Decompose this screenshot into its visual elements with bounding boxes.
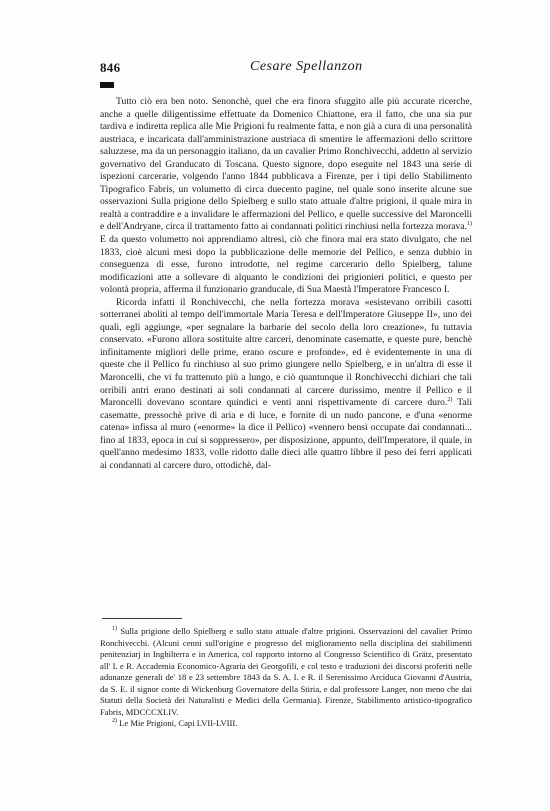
paragraph-text: E da questo volumetto noi apprendiamo altresì, ciò che finora mai era stato divulgato, che nel 1833, cioè alcuni mesi dopo la pubblicazione delle memorie del Pellico, e senza dubbio in conseguenza di esse, furono introdotte, nel regime carcerario dello Spielberg, talune modificazioni atte a sollevare di alquanto le condizioni dei prigionieri politici, e questo per volontà propria, afferma il funzionario granducale, di Sua Maestà l'Imperatore Francesco I. (100, 234, 472, 296)
footnote-ref: 2) (447, 396, 453, 403)
paragraph (100, 96, 472, 297)
footnote-text: Sulla prigione dello Spielberg e sullo stato attuale d'altre prigioni. Osservazioni del cavalier Primo Ronchivecchi. (Alcuni cenni sull'origine e progresso del miglioramento nella disciplina dei stabilimenti penitenziarj in Inghilterra e in America, col rapporto intorno al Congresso Scientifico di Grätz, presentato all' I. e R. Accademia Economico-Agraria dei Georgofili, e col testo e traduzioni dei discorsi proferiti nelle adunanze generali de' 18 e 23 settembre 1843 da S. A. I. e R. il Serenissimo Arciduca Giovanni d'Austria, da S. E. il signor conte di Wickenburg Governatore della Stiria, e dal professore Langer, non meno che dai Statuti della Società dei Naturalisti e Medici della Germania). Firenze, Stabilimento artistico-tipografico Fabris, MDCCCXLIV. (100, 626, 472, 717)
footnote (100, 718, 472, 730)
footnote-marker: 1) (112, 626, 117, 633)
body-text (100, 96, 472, 472)
footnote-ref: 1) (467, 221, 472, 228)
page-number: 846 (100, 60, 121, 75)
paragraph (100, 297, 472, 473)
footnote-text: Le Mie Prigioni, Capi LVII-LVIII. (119, 718, 238, 729)
footnotes (100, 626, 472, 730)
ink-mark (100, 82, 114, 88)
footnote-marker: 2) (112, 718, 117, 725)
running-title: Cesare Spellanzon (250, 59, 363, 74)
paragraph-text: Tutto ciò era ben noto. Senonchè, quel che era finora sfuggito alle più accurate ricerche, anche a quelle diligentissime effettuate da Domenico Chiattone, era il fatto, che una sia pur tardiva e indiretta replica alle Mie Prigioni fu realmente fatta, e non già a cura di una personalità austriaca, e incaricata dall'amministrazione austriaca di smentire le affermazioni dello scrittore saluzzese, ma da un personaggio italiano, da un cavalier Primo Ronchivecchi, addetto al servizio governativo del Granducato di Toscana. Questo signore, dopo eseguite nel 1843 una serie di ispezioni carcerarie, volgendo l'anno 1844 pubblicava a Firenze, per i tipi dello Stabilimento Tipografico Fabris, un volumetto di circa duecento pagine, nel quale sono inserite alcune sue osservazioni Sulla prigione dello Spielberg e sullo stato attuale d'altre prigioni, il quale mira in realtà a contraddire e a invalidare le affermazioni del Pellico, e quelle successive del Maroncelli e dell'Andryane, circa il trattamento fatto ai condannati politici rinchiusi nella fortezza morava. (100, 96, 472, 233)
paragraph-text: Tali casematte, pressochè prive di aria e di luce, e fornite di un nudo pancone, e d'una «enorme catena» infissa al muro («enorme» la dice il Pellico) «vennero bensì occupate dai condannati... fino al 1833, epoca in cui si soppressero», per disposizione, appunto, dell'Imperatore, il quale, in quell'anno medesimo 1833, volle ridotto dalle dieci alle quattro libbre il peso dei ferri applicati ai condannati al carcere duro, ottodichè, dal- (100, 397, 472, 471)
page-header (100, 60, 470, 80)
footnote-divider (102, 618, 182, 619)
footnote (100, 626, 472, 718)
paragraph-text: Ricorda infatti il Ronchivecchi, che nella fortezza morava «esistevano orribili casotti sotterranei aboliti al tempo dell'immortale Maria Teresa e dell'Imperatore Giuseppe II», uno dei quali, egli aggiunge, «per segnalare la barbarie del secolo della loro creazione», fu tuttavia conservato. «Furono allora sostituite altre carceri, denominate casematte, e queste pure, benchè infinitamente migliori delle prime, erano oscure e profonde», ed è evidentemente in una di queste che il Pellico fu rinchiuso al suo primo giungere nello Spielberg, e in un'altra di esse il Maroncelli, che vi fu trattenuto più a lungo, e ciò quantunque il Ronchivecchi dichiari che tali orribili antri erano destinati ai soli condannati al carcere durissimo, mentre il Pellico e il Maroncelli dovevano scontare quindici e venti anni rispettivamente di carcere duro. (100, 296, 472, 409)
